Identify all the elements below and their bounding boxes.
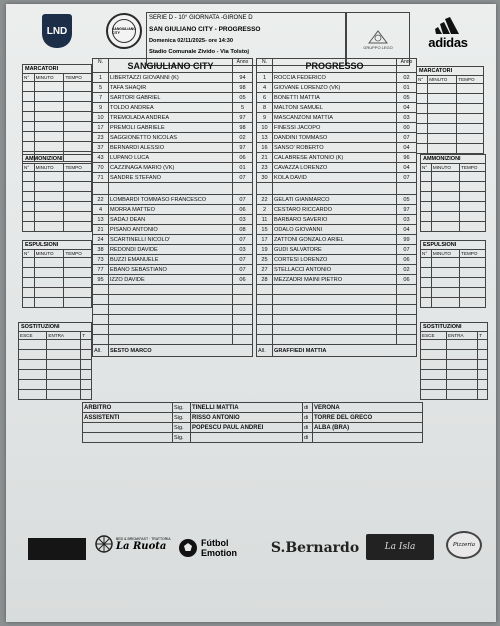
player-number: 24	[93, 235, 109, 245]
player-name: LUPANO LUCA	[109, 153, 233, 163]
sostituzioni-home	[18, 322, 92, 400]
player-name: CAVAZZA LORENZO	[273, 163, 397, 173]
team-header-row	[93, 59, 253, 73]
espulsioni-home	[22, 240, 92, 308]
substitute-row	[257, 215, 417, 225]
substitute-row	[93, 225, 253, 235]
player-name: IZZO DAVIDE	[109, 275, 233, 285]
col-minuto: MINUTO	[431, 164, 459, 172]
sig-label: Sig.	[173, 423, 191, 433]
marcatori-title: MARCATORI	[416, 66, 484, 75]
player-year: 03	[233, 245, 253, 255]
player-number: 13	[257, 133, 273, 143]
espulsioni-title: ESPULSIONI	[22, 240, 92, 249]
col-esce: ESCE	[421, 332, 447, 340]
player-number: 30	[257, 173, 273, 183]
wheel-icon	[94, 534, 114, 554]
player-year: 07	[233, 235, 253, 245]
officials-table	[82, 402, 423, 443]
player-number: 77	[93, 265, 109, 275]
sig-label: Sig.	[173, 403, 191, 413]
player-year: 05	[397, 195, 417, 205]
coach-label: All.	[93, 345, 109, 357]
competition-label: SERIE D - 10° GIORNATA -GIRONE D	[149, 15, 253, 21]
player-number: 15	[257, 225, 273, 235]
starter-row	[93, 83, 253, 93]
player-year: 07	[233, 255, 253, 265]
starter-row	[93, 153, 253, 163]
player-name: DANDINI TOMMASO	[273, 133, 397, 143]
assistant-row	[83, 423, 423, 433]
player-number: 16	[257, 143, 273, 153]
sponsor-2-name: La Ruota	[116, 540, 167, 552]
player-year: 05	[397, 93, 417, 103]
starter-row	[257, 133, 417, 143]
official-name: POPESCU PAUL ANDREI	[191, 423, 303, 433]
player-year: 99	[397, 235, 417, 245]
officials-label-empty	[83, 433, 173, 443]
col-tempo: TEMPO	[64, 74, 92, 82]
di-label: di	[303, 433, 313, 443]
starter-row	[257, 103, 417, 113]
player-number: 43	[93, 153, 109, 163]
player-number: 22	[257, 195, 273, 205]
player-year: 06	[397, 255, 417, 265]
player-number: 38	[93, 245, 109, 255]
player-year: 06	[233, 153, 253, 163]
player-year: 07	[397, 133, 417, 143]
player-name: TOLDO ANDREA	[109, 103, 233, 113]
player-year: 00	[397, 123, 417, 133]
starter-row	[257, 73, 417, 83]
player-number: 23	[93, 133, 109, 143]
adidas-logo	[418, 16, 478, 56]
substitute-row	[93, 265, 253, 275]
player-number: 9	[93, 103, 109, 113]
sponsor-box-text: GRUPPO LEGO	[363, 44, 393, 50]
player-name: ODALO GIOVANNI	[273, 225, 397, 235]
player-name: REDONDI DAVIDE	[109, 245, 233, 255]
col-year-header: Anno	[397, 59, 417, 73]
lnd-logo-text: LND	[46, 25, 68, 37]
player-name: FINESSI JACOPO	[273, 123, 397, 133]
player-number: 10	[93, 113, 109, 123]
player-name: GIOVANE LORENZO (VK)	[273, 83, 397, 93]
player-name: CALABRESE ANTONIO (K)	[273, 153, 397, 163]
player-name: MASCANZONI MATTIA	[273, 113, 397, 123]
player-name: ZATTONI GONZALO ARIEL	[273, 235, 397, 245]
substitute-row	[93, 275, 253, 285]
sponsor-3-line1: Fútbol	[201, 538, 229, 548]
player-number: 17	[257, 235, 273, 245]
sig-label: Sig.	[173, 413, 191, 423]
player-name: SANDRE STEFANO	[109, 173, 233, 183]
team-header-row	[257, 59, 417, 73]
player-number: 27	[257, 265, 273, 275]
col-t: T	[478, 332, 488, 340]
player-year: 07	[233, 195, 253, 205]
player-number: 9	[257, 113, 273, 123]
player-number: 1	[257, 73, 273, 83]
sponsor-futbol-emotion	[178, 534, 268, 562]
player-year: 96	[397, 153, 417, 163]
col-n: N°	[417, 76, 428, 84]
player-number: 2	[257, 205, 273, 215]
col-entra: ENTRA	[447, 332, 478, 340]
player-number: 5	[93, 83, 109, 93]
player-name: EBANO SEBASTIANO	[109, 265, 233, 275]
sponsor-la-ruota	[94, 534, 174, 562]
col-minuto: MINUTO	[431, 250, 459, 258]
player-name: SCARTINELLI NICOLO'	[109, 235, 233, 245]
substitute-row	[257, 255, 417, 265]
player-name: GUDI SALVATORE	[273, 245, 397, 255]
player-number: 70	[93, 163, 109, 173]
official-name: RISSO ANTONIO	[191, 413, 303, 423]
sponsor-emblem-icon	[367, 29, 389, 45]
ammonizioni-title: AMMONIZIONI	[420, 154, 486, 163]
player-year: 94	[233, 73, 253, 83]
match-title: SAN GIULIANO CITY - PROGRESSO	[149, 26, 261, 33]
player-number: 11	[257, 215, 273, 225]
empty-row	[257, 305, 417, 315]
player-name: CESTARO RICCARDO	[273, 205, 397, 215]
player-year: 06	[233, 205, 253, 215]
player-name: CORTESI LORENZO	[273, 255, 397, 265]
marcatori-home	[22, 64, 92, 162]
col-esce: ESCE	[19, 332, 47, 340]
sponsor-6-name: Pizzeria	[452, 542, 476, 548]
player-year: 98	[233, 123, 253, 133]
ammonizioni-title: AMMONIZIONI	[22, 154, 92, 163]
marcatori-away-table	[416, 75, 484, 154]
substitute-row	[93, 245, 253, 255]
spacer-row	[93, 183, 253, 195]
player-name: BONETTI MATTIA	[273, 93, 397, 103]
player-number: 37	[93, 143, 109, 153]
player-number: 23	[257, 163, 273, 173]
starter-row	[93, 163, 253, 173]
assistant-row	[83, 413, 423, 423]
empty-row	[257, 285, 417, 295]
substitute-row	[93, 255, 253, 265]
player-year: 02	[397, 265, 417, 275]
empty-row	[93, 325, 253, 335]
player-name: TREMOLADA ANDREA	[109, 113, 233, 123]
adidas-stripes-icon	[433, 16, 463, 34]
player-year: 07	[233, 173, 253, 183]
col-minuto: MINUTO	[428, 76, 457, 84]
col-tempo: TEMPO	[460, 164, 486, 172]
espulsioni-home-table	[22, 249, 92, 308]
ammonizioni-away-table	[420, 163, 486, 232]
player-number: 71	[93, 173, 109, 183]
referee-label: ARBITRO	[83, 403, 173, 413]
officials-label-empty	[83, 423, 173, 433]
ammonizioni-home	[22, 154, 92, 232]
di-label: di	[303, 403, 313, 413]
player-number: 95	[93, 275, 109, 285]
col-t: T	[81, 332, 92, 340]
col-n: N°	[23, 74, 35, 82]
substitute-row	[93, 195, 253, 205]
player-name: SADAJ DEAN	[109, 215, 233, 225]
player-year: 04	[397, 163, 417, 173]
player-name: CAZZINAGA MARIO (VK)	[109, 163, 233, 173]
starter-row	[257, 153, 417, 163]
player-name: SAGGIONETTO NICOLAS	[109, 133, 233, 143]
substitute-row	[257, 205, 417, 215]
player-name: BUZZI EMANUELE	[109, 255, 233, 265]
empty-row	[257, 335, 417, 345]
player-number: 8	[257, 103, 273, 113]
col-year-header: Anno	[233, 59, 253, 73]
starter-row	[93, 103, 253, 113]
starter-row	[257, 123, 417, 133]
espulsioni-title: ESPULSIONI	[420, 240, 486, 249]
starter-row	[93, 123, 253, 133]
starter-row	[93, 173, 253, 183]
player-year: 04	[397, 225, 417, 235]
player-year: 05	[233, 93, 253, 103]
player-number: 7	[93, 93, 109, 103]
player-year: 97	[397, 205, 417, 215]
marcatori-away	[416, 66, 484, 154]
col-entra: ENTRA	[47, 332, 81, 340]
official-city: VERONA	[313, 403, 423, 413]
substitute-row	[93, 205, 253, 215]
col-tempo: TEMPO	[457, 76, 484, 84]
club-crest-text: SANGIULIANO CITY	[112, 27, 136, 35]
sponsor-5-name: La Isla	[384, 542, 416, 552]
official-city	[313, 433, 423, 443]
player-name: ROCCIA FEDERICO	[273, 73, 397, 83]
player-number: 25	[257, 255, 273, 265]
player-year: 98	[233, 83, 253, 93]
player-year: 03	[233, 215, 253, 225]
empty-row	[93, 315, 253, 325]
empty-row	[93, 305, 253, 315]
home-lineup-table	[92, 58, 253, 357]
player-year: 04	[397, 103, 417, 113]
sostituzioni-title: SOSTITUZIONI	[420, 322, 488, 331]
col-minuto: MINUTO	[34, 164, 64, 172]
col-minuto: MINUTO	[34, 250, 64, 258]
sostituzioni-away	[420, 322, 488, 400]
starter-row	[257, 163, 417, 173]
col-tempo: TEMPO	[64, 250, 92, 258]
player-number: 17	[93, 123, 109, 133]
sostituzioni-title: SOSTITUZIONI	[18, 322, 92, 331]
sponsor-black-logo	[28, 538, 86, 560]
espulsioni-away	[420, 240, 486, 308]
player-year: 06	[233, 275, 253, 285]
player-year: 06	[397, 275, 417, 285]
marcatori-home-table	[22, 73, 92, 162]
di-label: di	[303, 423, 313, 433]
player-number: 4	[257, 83, 273, 93]
starter-row	[93, 113, 253, 123]
official-name: TINELLI MATTIA	[191, 403, 303, 413]
player-year: 07	[397, 245, 417, 255]
col-n: N°	[421, 164, 432, 172]
sostituzioni-away-table	[420, 331, 488, 400]
player-year: 03	[397, 215, 417, 225]
assistants-label: ASSISTENTI	[83, 413, 173, 423]
empty-row	[257, 295, 417, 305]
player-name: SANSO' ROBERTO	[273, 143, 397, 153]
substitute-row	[257, 235, 417, 245]
player-year: 08	[233, 225, 253, 235]
sostituzioni-home-table	[18, 331, 92, 400]
coach-label: All.	[257, 345, 273, 357]
player-name: BARBARO SAVERIO	[273, 215, 397, 225]
substitute-row	[93, 235, 253, 245]
starter-row	[257, 93, 417, 103]
player-name: MALTONI SAMUEL	[273, 103, 397, 113]
col-number-header: N.	[93, 59, 109, 73]
empty-row	[93, 285, 253, 295]
col-minuto: MINUTO	[34, 74, 64, 82]
player-year: 07	[233, 265, 253, 275]
player-name: LIBERTAZZI GIOVANNI (K)	[109, 73, 233, 83]
player-number: 73	[93, 255, 109, 265]
team-name: SANGIULIANO CITY	[109, 59, 233, 73]
substitute-row	[257, 245, 417, 255]
player-number: 19	[257, 245, 273, 255]
player-name: PISANO ANTONIO	[109, 225, 233, 235]
player-name: LOMBARDI TOMMASO FRANCESCO	[109, 195, 233, 205]
empty-row	[257, 315, 417, 325]
substitute-row	[257, 195, 417, 205]
col-n: N°	[23, 250, 35, 258]
player-year: 01	[397, 83, 417, 93]
lnd-logo	[42, 14, 72, 48]
coach-name: SESTO MARCO	[109, 345, 253, 357]
sponsor-3-line2: Emotion	[201, 548, 237, 558]
coach-name: GRAFFIEDI MATTIA	[273, 345, 417, 357]
adidas-wordmark: adidas	[428, 35, 468, 50]
sponsor-san-bernardo	[272, 534, 358, 562]
sig-label: Sig.	[173, 433, 191, 443]
player-number: 28	[257, 275, 273, 285]
substitute-row	[257, 275, 417, 285]
player-year: 02	[397, 73, 417, 83]
col-n: N°	[23, 164, 35, 172]
empty-row	[93, 295, 253, 305]
substitute-row	[93, 215, 253, 225]
ammonizioni-home-table	[22, 163, 92, 232]
club-crest-icon	[106, 13, 142, 49]
player-year: 03	[397, 113, 417, 123]
col-tempo: TEMPO	[64, 164, 92, 172]
player-number: 13	[93, 215, 109, 225]
player-number: 1	[93, 73, 109, 83]
player-number: 10	[257, 123, 273, 133]
match-datetime: Domenica 02/11/2025- ore 14:30	[149, 38, 233, 44]
player-number: 6	[257, 93, 273, 103]
official-city: TORRE DEL GRECO	[313, 413, 423, 423]
starter-row	[93, 143, 253, 153]
starter-row	[257, 173, 417, 183]
player-name: TAFA SHAQIR	[109, 83, 233, 93]
match-venue: Stadio Comunale Zivido - Via Tolstoj	[149, 49, 249, 55]
di-label: di	[303, 413, 313, 423]
soccer-ball-icon	[178, 538, 198, 558]
starter-row	[257, 143, 417, 153]
col-tempo: TEMPO	[460, 250, 486, 258]
starter-row	[93, 93, 253, 103]
empty-row	[257, 325, 417, 335]
empty-row	[93, 335, 253, 345]
espulsioni-away-table	[420, 249, 486, 308]
player-year: 5	[233, 103, 253, 113]
match-sheet	[6, 4, 496, 622]
player-name: BERNARDI ALESSIO	[109, 143, 233, 153]
player-name: MEZZADRI MAINI PIETRO	[273, 275, 397, 285]
substitute-row	[257, 265, 417, 275]
official-name	[191, 433, 303, 443]
official-city: ALBA (BRA)	[313, 423, 423, 433]
player-name: GELATI GIANMARCO	[273, 195, 397, 205]
ammonizioni-away	[420, 154, 486, 232]
player-year: 02	[233, 133, 253, 143]
assistant-row	[83, 433, 423, 443]
referee-row	[83, 403, 423, 413]
player-year: 04	[397, 143, 417, 153]
player-name: KOLA DAVID	[273, 173, 397, 183]
player-year: 07	[397, 173, 417, 183]
starter-row	[93, 73, 253, 83]
player-number: 4	[93, 205, 109, 215]
sponsor-2-subtitle: BED & BREAKFAST · TRATTORIA	[116, 536, 171, 541]
starter-row	[93, 133, 253, 143]
starter-row	[257, 83, 417, 93]
starter-row	[257, 113, 417, 123]
col-number-header: N.	[257, 59, 273, 73]
player-name: STELLACCI ANTONIO	[273, 265, 397, 275]
sponsor-pizzeria	[444, 530, 484, 560]
player-name: PREMOLI GABRIELE	[109, 123, 233, 133]
sponsor-4-name: S.Bernardo	[270, 540, 360, 556]
player-number: 22	[93, 195, 109, 205]
sponsor-la-isla	[366, 534, 434, 560]
player-name: SARTORI GABRIEL	[109, 93, 233, 103]
team-name: PROGRESSO	[273, 59, 397, 73]
spacer-row	[257, 183, 417, 195]
player-year: 97	[233, 143, 253, 153]
player-year: 97	[233, 113, 253, 123]
coach-row	[257, 345, 417, 357]
substitute-row	[257, 225, 417, 235]
player-number: 21	[257, 153, 273, 163]
player-name: MORRA MATTEO	[109, 205, 233, 215]
marcatori-title: MARCATORI	[22, 64, 92, 73]
player-year: 01	[233, 163, 253, 173]
coach-row	[93, 345, 253, 357]
away-lineup-table	[256, 58, 417, 357]
player-number: 21	[93, 225, 109, 235]
col-n: N°	[421, 250, 432, 258]
